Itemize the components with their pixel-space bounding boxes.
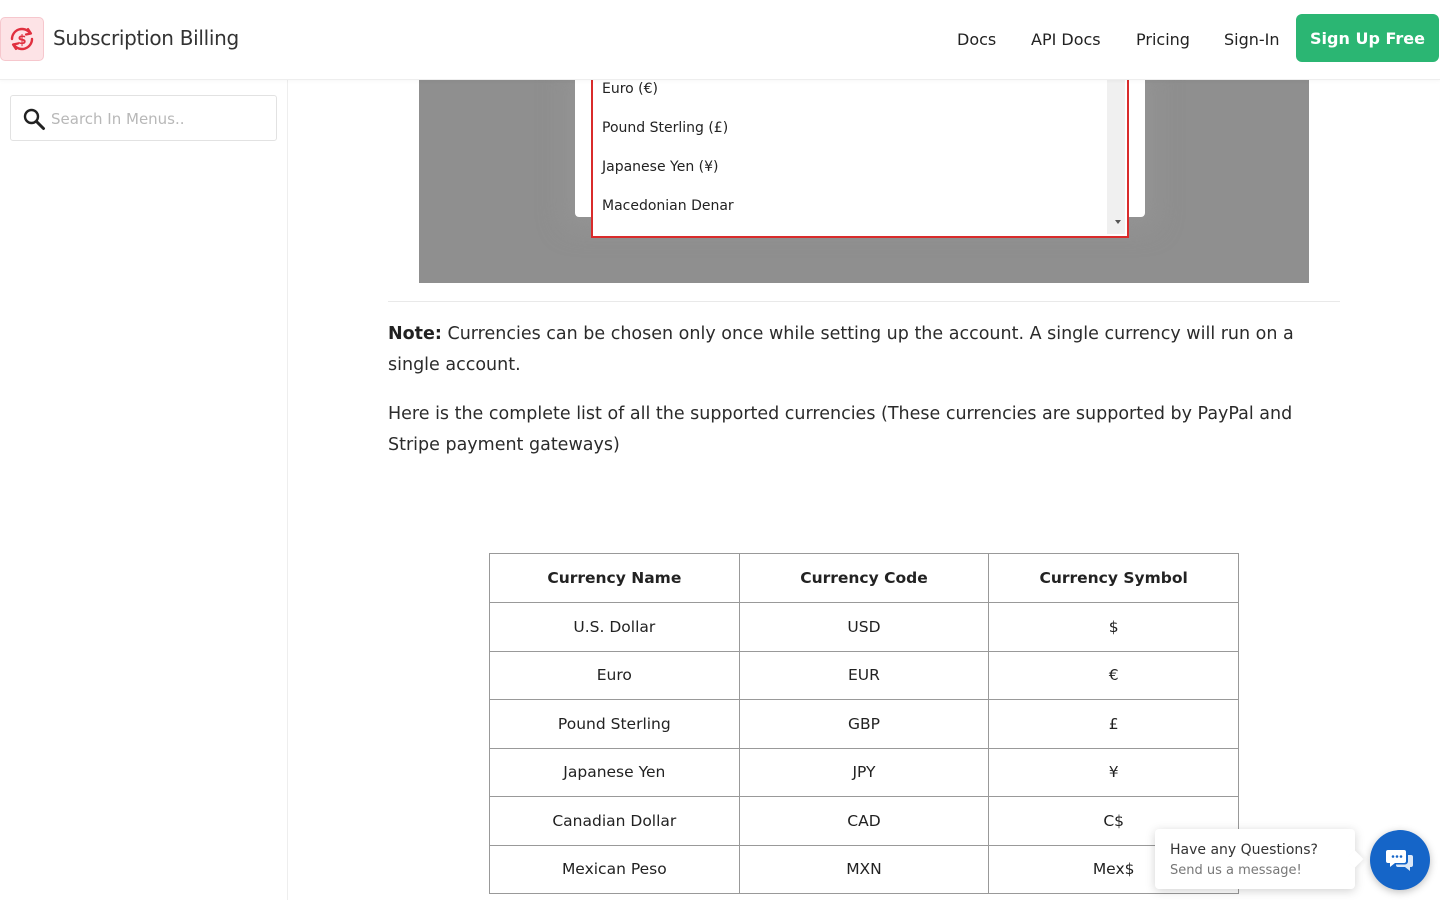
cell-currency-name: Mexican Peso	[490, 845, 740, 894]
cell-currency-name: Pound Sterling	[490, 700, 740, 749]
cell-currency-code: GBP	[739, 700, 989, 749]
screenshot-scrollbar	[1107, 80, 1125, 234]
currency-dropdown-screenshot	[419, 80, 1309, 283]
cell-currency-symbol: £	[989, 700, 1239, 749]
screenshot-option: Macedonian Denar	[602, 198, 734, 214]
svg-text:$: $	[17, 33, 27, 48]
cell-currency-name: Japanese Yen	[490, 748, 740, 797]
chat-icon	[1385, 847, 1415, 873]
content-divider	[388, 301, 1340, 302]
chat-subtitle: Send us a message!	[1170, 863, 1302, 878]
search-input[interactable]	[51, 108, 266, 130]
currency-list-intro: Here is the complete list of all the supported currencies (These currencies are supported by PayPal and Stripe payment gateways)	[388, 404, 1293, 455]
table-row	[490, 748, 1239, 797]
note-text: Currencies can be chosen only once while setting up the account. A single currency will run on a single account.	[388, 324, 1294, 375]
cell-currency-name: Euro	[490, 651, 740, 700]
cell-currency-code: JPY	[739, 748, 989, 797]
cell-currency-code: USD	[739, 603, 989, 652]
cell-currency-symbol: C$	[989, 797, 1239, 846]
screenshot-option: Pound Sterling (£)	[602, 120, 729, 136]
cell-currency-name: Canadian Dollar	[490, 797, 740, 846]
nav-sign-in[interactable]: Sign-In	[1224, 30, 1280, 49]
cell-currency-code: EUR	[739, 651, 989, 700]
header-currency-name: Currency Name	[490, 554, 740, 603]
cell-currency-symbol: €	[989, 651, 1239, 700]
search-box[interactable]	[10, 95, 277, 141]
chat-title: Have any Questions?	[1170, 842, 1318, 858]
top-header	[0, 0, 1440, 80]
table-row	[490, 651, 1239, 700]
screenshot-currency-list	[591, 80, 1129, 238]
table-row	[490, 797, 1239, 846]
cell-currency-symbol: $	[989, 603, 1239, 652]
cell-currency-code: MXN	[739, 845, 989, 894]
table-row	[490, 845, 1239, 894]
chat-bubble-tail	[1347, 851, 1364, 868]
header-currency-symbol: Currency Symbol	[989, 554, 1239, 603]
scroll-down-arrow-icon	[1115, 220, 1121, 224]
logo-icon[interactable]	[0, 17, 44, 61]
table-row	[490, 700, 1239, 749]
nav-docs[interactable]: Docs	[957, 30, 997, 49]
cell-currency-symbol: Mex$	[989, 845, 1239, 894]
note-label: Note:	[388, 324, 442, 344]
search-icon	[22, 107, 46, 131]
chat-launcher-button[interactable]	[1370, 830, 1430, 890]
nav-pricing[interactable]: Pricing	[1136, 30, 1190, 49]
cell-currency-symbol: ¥	[989, 748, 1239, 797]
screenshot-option: Japanese Yen (¥)	[602, 159, 719, 175]
screenshot-option: Euro (€)	[602, 81, 659, 97]
note-paragraph	[388, 319, 1308, 381]
nav-api-docs[interactable]: API Docs	[1031, 30, 1101, 49]
brand-name[interactable]: Subscription Billing	[53, 26, 239, 50]
sidebar	[0, 80, 288, 900]
currency-table	[489, 553, 1239, 894]
cell-currency-code: CAD	[739, 797, 989, 846]
table-row	[490, 603, 1239, 652]
header-currency-code: Currency Code	[739, 554, 989, 603]
chat-prompt-bubble[interactable]	[1155, 829, 1355, 889]
cell-currency-name: U.S. Dollar	[490, 603, 740, 652]
table-header-row	[490, 554, 1239, 603]
sign-up-button[interactable]: Sign Up Free	[1296, 14, 1439, 62]
